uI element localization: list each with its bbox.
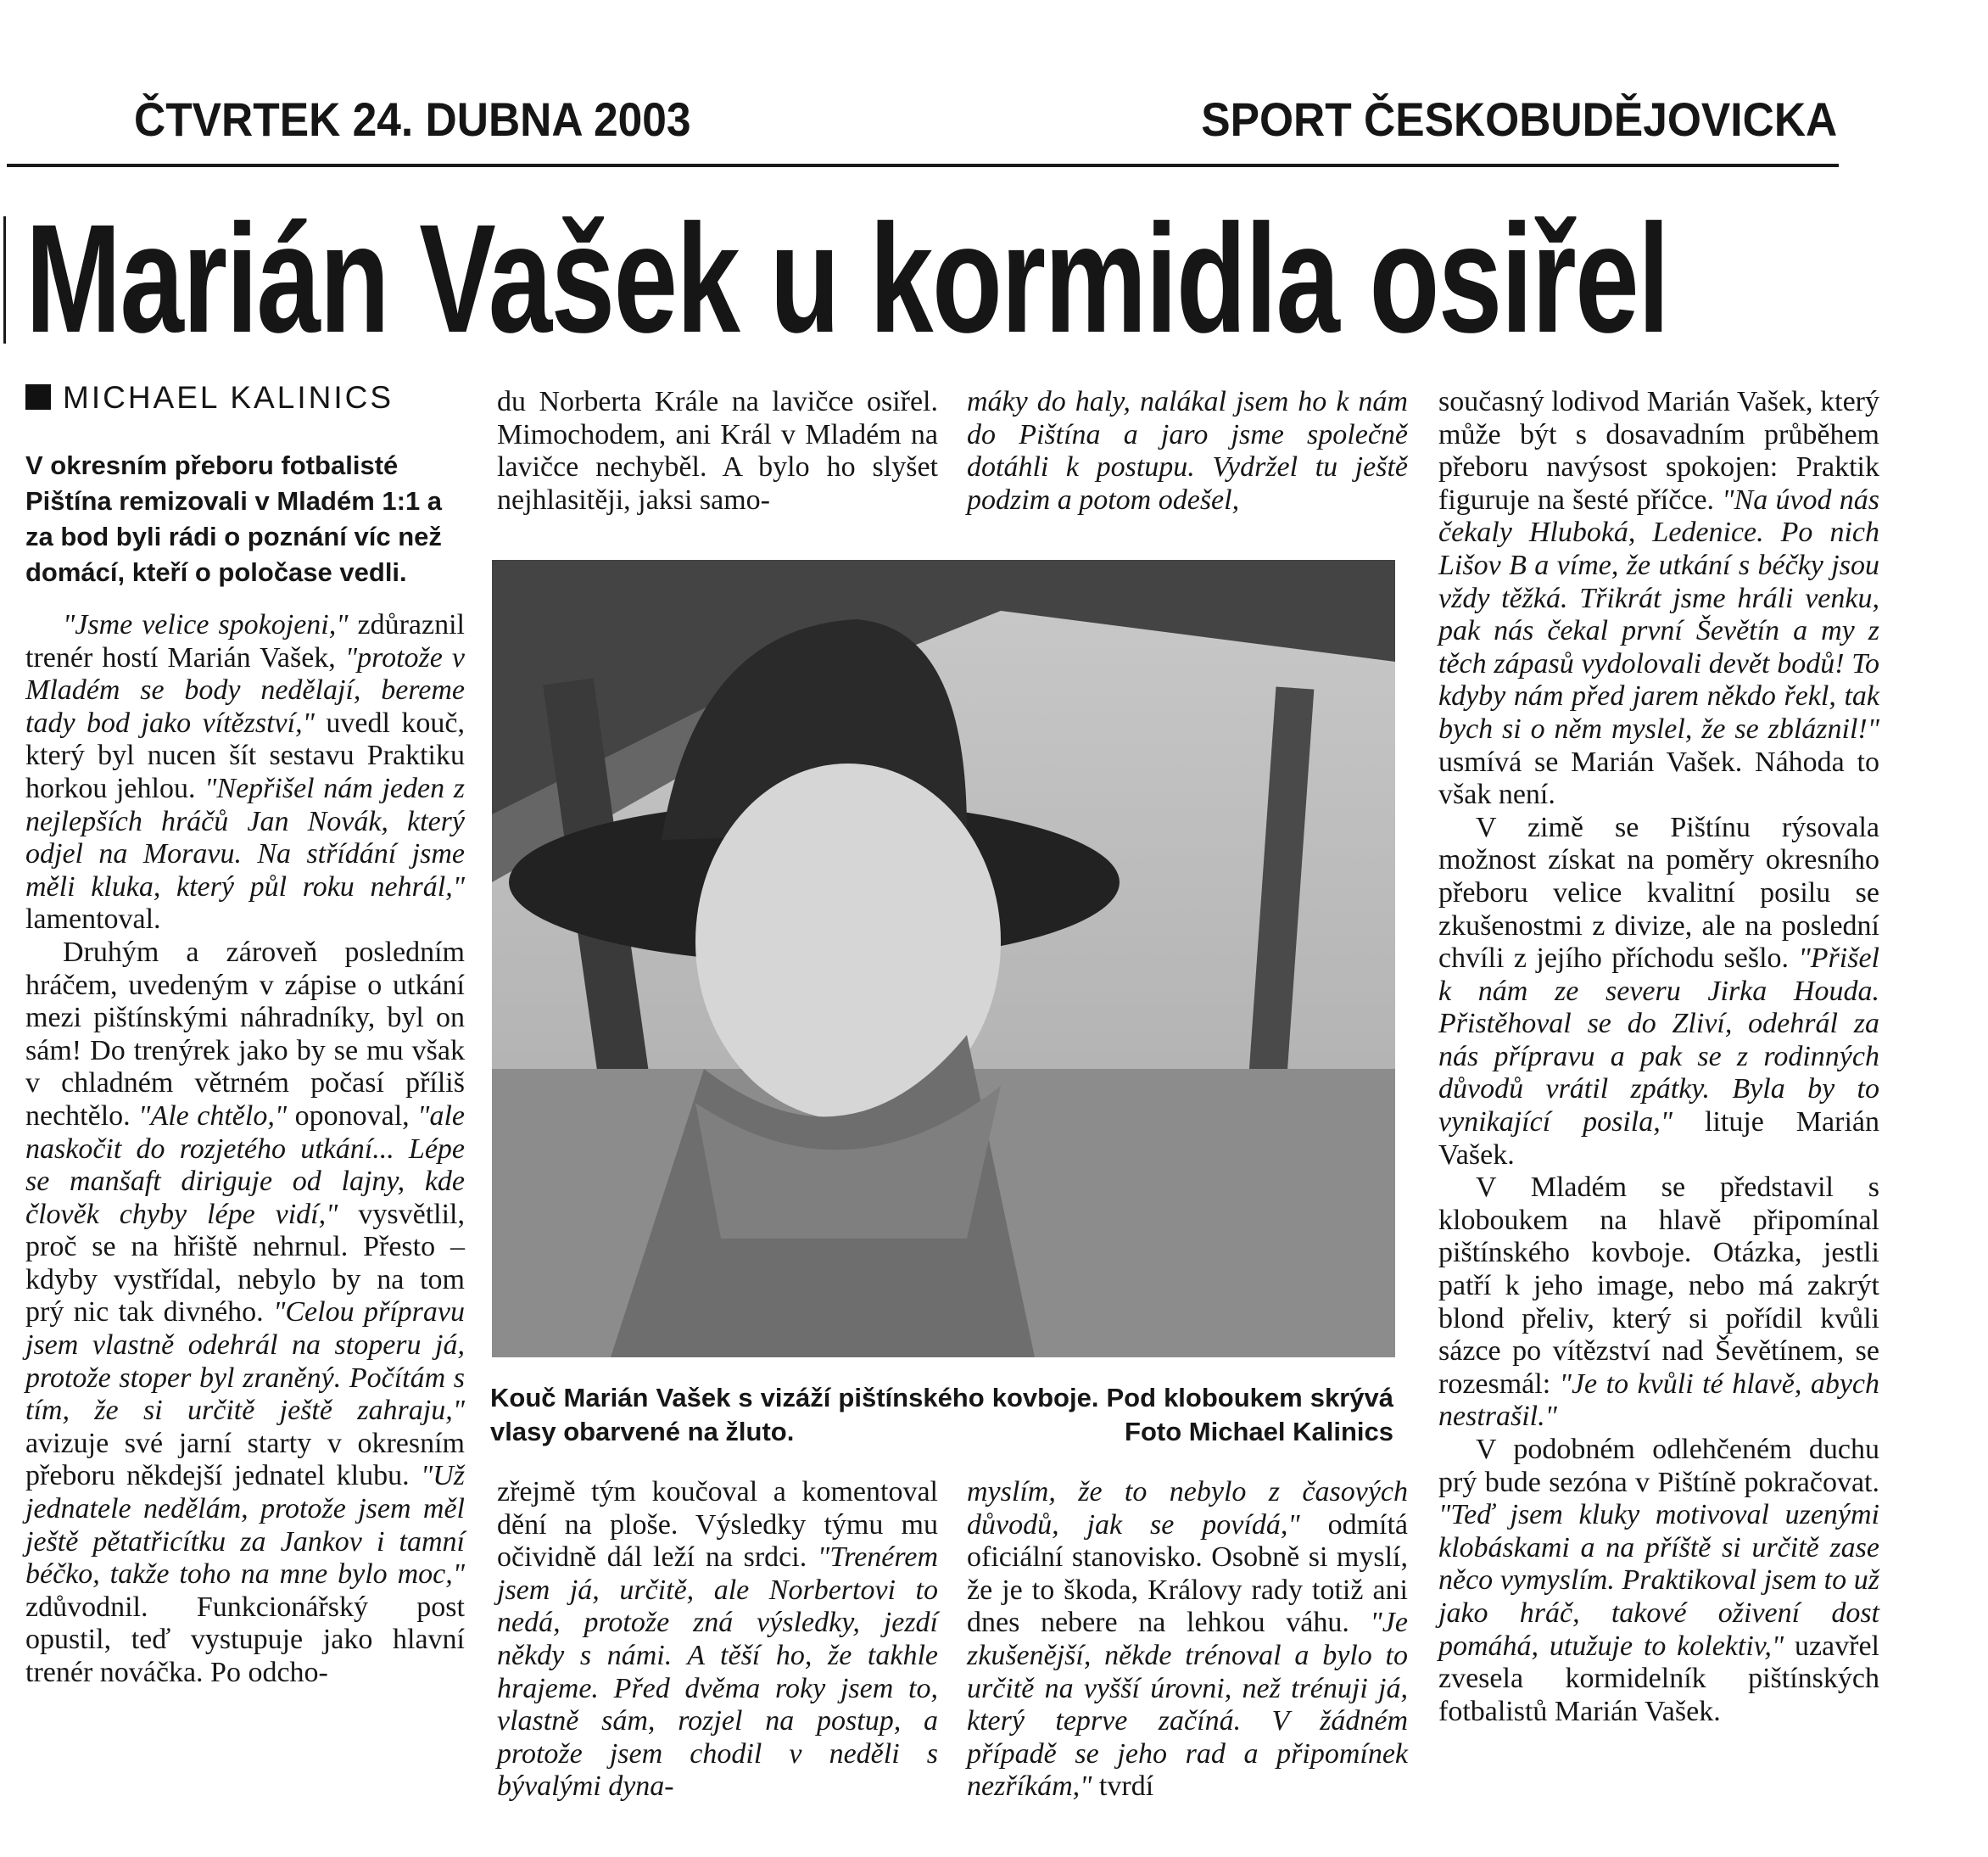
coach-in-hat-photo — [492, 560, 1395, 1357]
paragraph — [1438, 1434, 1879, 1728]
quote: "Celou přípravu jsem vlastně odehrál na stoperu já, protože stoper byl zraněný. Počítám s tím, že si určitě ještě zahraju," — [25, 1296, 465, 1427]
text: V zimě se Pištínu rýsovala možnost získat na poměry okresního přeboru velice kvalitní posilu se zkušenostmi z divize, ale na poslední chvíli z jejího příchodu sešlo. — [1438, 811, 1879, 975]
section-title: SPORT ČESKOBUDĚJOVICKA — [1200, 92, 1837, 146]
byline-square-icon — [25, 384, 51, 410]
quote: "Trenérem jsem já, určitě, ale Norbertovi to nedá, protože zná výsledky, jezdí někdy s námi. A těší ho, že takhle hrajeme. Před dvěma roky jsem to, vlastně sám, rozjel na postup, a protože jsem chodil v neděli s bývalými dyna- — [497, 1541, 938, 1803]
quote: máky do haly, nalákal jsem ho k nám do Pištína a jaro jsme společně dotáhli k postupu. Vydržel tu ještě podzim a potom odešel, — [967, 386, 1408, 516]
header-rule — [7, 164, 1839, 167]
paragraph — [1438, 386, 1879, 812]
text: současný lodivod Marián Vašek, který může být s dosavadním průběhem přeboru navýsost spokojen: Praktik figuruje na šesté příčce. — [1438, 386, 1879, 516]
text: V podobném odlehčeném duchu prý bude sezóna v Pištíně pokračovat. — [1438, 1434, 1879, 1498]
column-2-top — [497, 386, 938, 517]
paragraph — [1438, 812, 1879, 1172]
photo-credit: Foto Michael Kalinics — [1125, 1417, 1393, 1446]
column-3-bottom — [967, 1476, 1408, 1804]
text: lamentoval. — [25, 903, 161, 936]
text: odmítá oficiální stanovisko. Osobně si myslí, že je to škoda, Královy rady totiž ani dnes nebere na lehkou váhu. — [967, 1508, 1409, 1639]
column-3-top — [967, 386, 1408, 517]
paragraph — [967, 1476, 1408, 1804]
text: tvrdí — [1092, 1770, 1154, 1803]
text: Druhým a zároveň posledním hráčem, uvedeným v zápise o utkání mezi pištínskými náhradníky, byl on sám! Do trenýrek jako by se mu však v chladném větrném počasí příliš nechtělo. — [25, 936, 465, 1132]
quote: "Už jednatele nedělám, protože jsem měl ještě pětatřicítku za Jankov i tamní béčko, takže toho na mne bylo moc," — [25, 1460, 465, 1591]
text: zdůvodnil. Funkcionářský post opustil, teď vystupuje jako hlavní trenér nováčka. Po odcho- — [25, 1591, 465, 1688]
quote: "Na úvod nás čekaly Hluboká, Ledenice. Po nich Lišov B a víme, že utkání s béčky jsou vždy těžká. Třikrát jsme hráli venku, pak nás čekal první Ševětín a my z těch zápasů vydolovali devět bodů! To kdyby nám před jarem někdo řekl, tak bych si o něm myslel, že se zbláznil!" — [1438, 484, 1879, 745]
article-photo — [492, 560, 1395, 1357]
paragraph — [1438, 1172, 1879, 1434]
lead-paragraph: V okresním přeboru fotbalisté Pištína remizovali v Mladém 1:1 a za bod byli rádi o poznání víc než domácí, kteří o poločase vedli. — [25, 450, 443, 587]
text: uvedl kouč, který byl nucen šít sestavu Praktiku horkou jehlou. — [25, 707, 465, 804]
quote: "Nepřišel nám jeden z nejlepších hráčů Jan Novák, který odjel na Moravu. Na střídání jsme měli kluka, který půl roku nehrál," — [25, 772, 465, 903]
paragraph: du Norberta Krále na lavičce osiřel. Mimochodem, ani Král v Mladém na lavičce nechyběl. A bylo ho slyšet nejhlasitěji, jaksi samo- — [497, 386, 938, 516]
paragraph — [25, 609, 465, 937]
paragraph — [967, 386, 1408, 517]
quote: "ale naskočit do rozjetého utkání... Lépe se manšaft diriguje od lajny, kde člověk chyby lépe vidí," — [25, 1099, 465, 1230]
caption-text: Kouč Marián Vašek s vizáží pištínského kovboje. Pod kloboukem skrývá vlasy obarvené na žluto. — [490, 1383, 1393, 1446]
quote: "Přišel k nám ze severu Jirka Houda. Přistěhoval se do Zliví, odehrál za nás přípravu a pak se z rodinných důvodů vrátil zpátky. Byla by to vynikající posila," — [1438, 942, 1879, 1138]
column-4 — [1438, 386, 1879, 1728]
article-headline: Marián Vašek u kormidla osiřel — [25, 192, 1669, 365]
column-1 — [25, 609, 465, 1690]
text: uzavřel zvesela kormidelník pištínských fotbalistů Marián Vašek. — [1438, 1630, 1880, 1727]
quote: myslím, že to nebylo z časových důvodů, jak se povídá," — [967, 1476, 1408, 1541]
text: usmívá se Marián Vašek. Náhoda to však není. — [1438, 746, 1879, 811]
quote: "Ale chtělo," — [138, 1099, 288, 1132]
headline-side-rule — [3, 216, 6, 344]
text: lituje Marián Vašek. — [1438, 1106, 1879, 1171]
paragraph — [497, 1476, 938, 1804]
photo-caption — [490, 1381, 1393, 1449]
column-2-bottom — [497, 1476, 938, 1804]
text: oponoval, — [287, 1099, 418, 1132]
byline-author: MICHAEL KALINICS — [63, 380, 394, 415]
text: V Mladém se představil s kloboukem na hlavě připomínal pištínského kovboje. Otázka, jestli patří k jeho image, nebo má zakrýt blond přeliv, který si pořídil kvůli sázce po vítězství nad Ševětínem, se rozesmál: — [1438, 1172, 1879, 1400]
quote: "Teď jsem kluky motivoval uzenými klobáskami a na příště si určitě zase něco vymyslím. Praktikoval jsem to už jako hráč, takové oživení dost pomáhá, utužuje to kolektiv," — [1438, 1499, 1879, 1662]
quote: "Je to kvůli té hlavě, abych nestrašil." — [1438, 1368, 1879, 1433]
paragraph — [25, 937, 465, 1690]
quote: "Jsme velice spokojeni," — [63, 609, 349, 640]
byline — [25, 380, 394, 416]
quote: "Je zkušenější, někde trénoval a bylo to určitě na vyšší úrovni, než trénuji já, který teprve začíná. V žádném případě se jeho rad a připomínek nezříkám," — [967, 1607, 1408, 1803]
issue-date: ČTVRTEK 24. DUBNA 2003 — [134, 92, 691, 146]
text: vysvětlil, proč se na hřiště nehrnul. Přesto – kdyby vystřídal, nebylo by na tom prý nic tak divného. — [25, 1198, 465, 1328]
quote: "protože v Mladém se body nedělají, bereme tady bod jako vítězství," — [25, 641, 465, 739]
text: zdůraznil trenér hostí Marián Vašek, — [25, 609, 465, 674]
text: avizuje své jarní starty v okresním přeboru někdejší jednatel klubu. — [25, 1427, 465, 1492]
text: zřejmě tým koučoval a komentoval dění na ploše. Výsledky týmu mu očividně dál leží na srdci. — [497, 1476, 938, 1574]
